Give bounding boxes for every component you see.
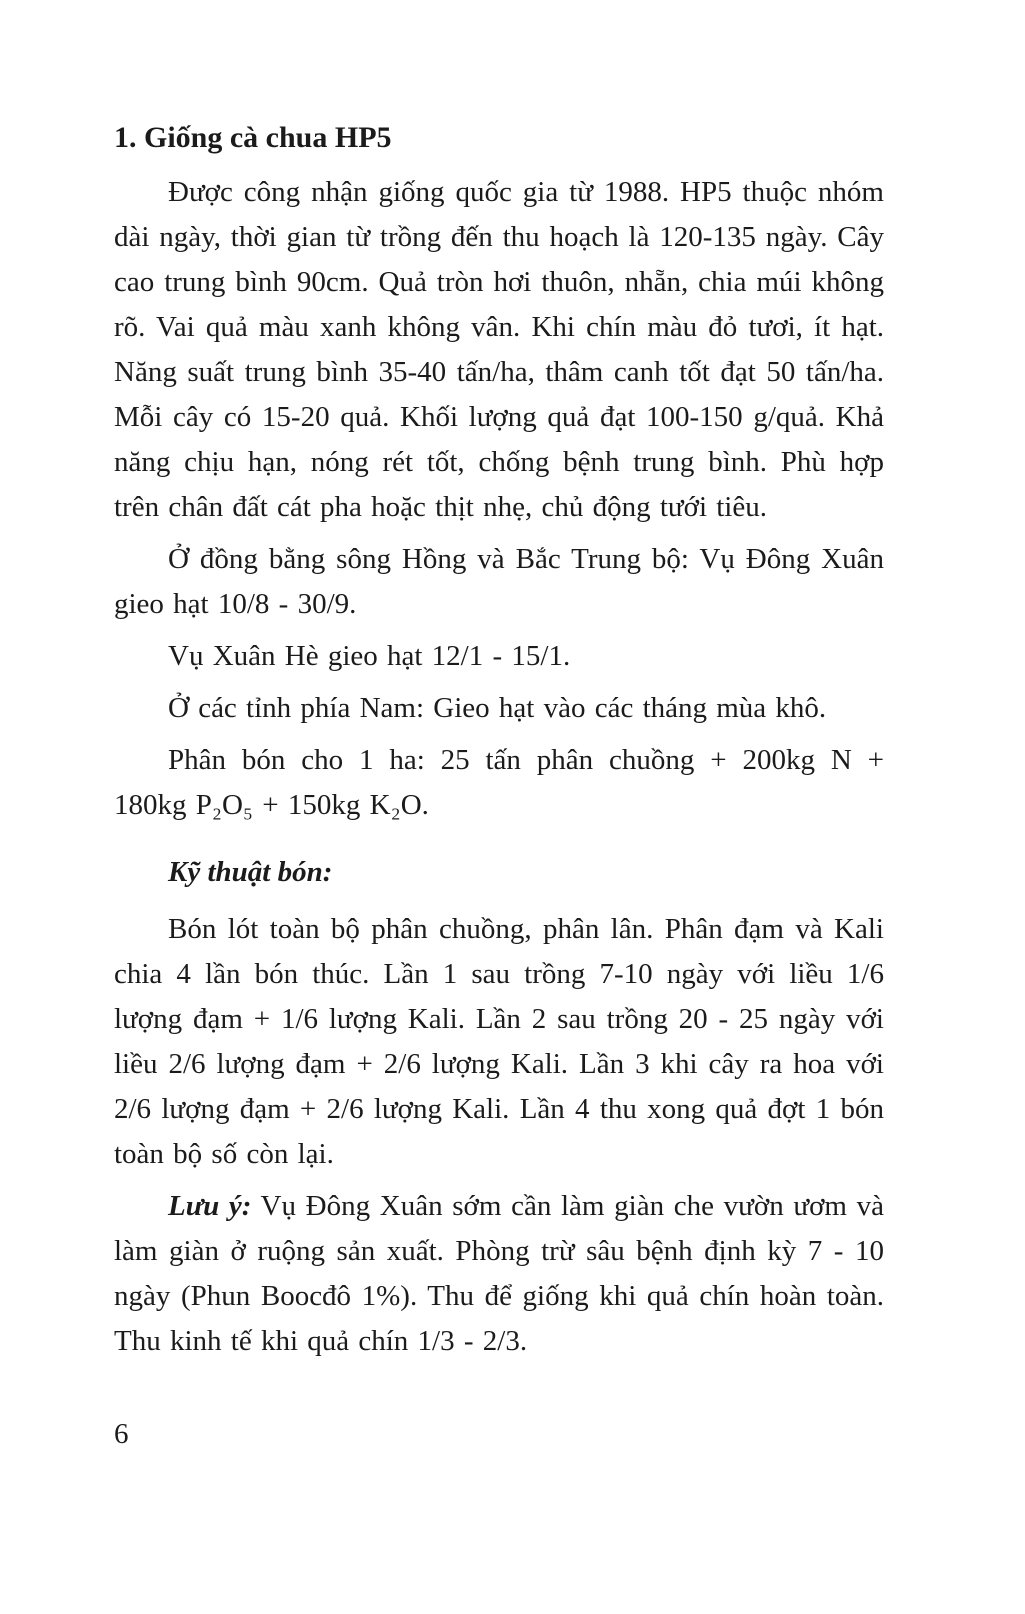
paragraph-note <box>114 1184 884 1364</box>
subheading-fertilizing-technique: Kỹ thuật bón: <box>168 856 333 888</box>
paragraph-fertilizing-technique: Bón lót toàn bộ phân chuồng, phân lân. Phân đạm và Kali chia 4 lần bón thúc. Lần 1 sau trồng 7-10 ngày với liều 1/6 lượng đạm + 1/6 lượng Kali. Lần 2 sau trồng 20 - 25 ngày với liều 2/6 lượng đạm + 2/6 lượng Kali. Lần 3 khi cây ra hoa với 2/6 lượng đạm + 2/6 lượng Kali. Lần 4 thu xong quả đợt 1 bón toàn bộ số còn lại. <box>114 913 884 1170</box>
paragraph-spring-summer-sowing: Vụ Xuân Hè gieo hạt 12/1 - 15/1. <box>168 640 571 672</box>
paragraph-sowing-north: Ở đồng bằng sông Hồng và Bắc Trung bộ: Vụ Đông Xuân gieo hạt 10/8 - 30/9. <box>114 543 884 620</box>
page-number: 6 <box>114 1418 129 1450</box>
paragraph-fertilizer-amounts: Phân bón cho 1 ha: 25 tấn phân chuồng + 200kg N + 180kg P₂O₅ + 150kg K₂O. <box>114 744 884 821</box>
note-text: Vụ Đông Xuân sớm cần làm giàn che vườn ươm và làm giàn ở ruộng sản xuất. Phòng trừ sâu bệnh định kỳ 7 - 10 ngày (Phun Boocđô 1%). Thu để giống khi quả chín hoàn toàn. Thu kinh tế khi quả chín 1/3 - 2/3. <box>114 1190 885 1357</box>
paragraph-variety-description: Được công nhận giống quốc gia từ 1988. HP5 thuộc nhóm dài ngày, thời gian từ trồng đến thu hoạch là 120-135 ngày. Cây cao trung bình 90cm. Quả tròn hơi thuôn, nhẵn, chia múi không rõ. Vai quả màu xanh không vân. Khi chín màu đỏ tươi, ít hạt. Năng suất trung bình 35-40 tấn/ha, thâm canh tốt đạt 50 tấn/ha. Mỗi cây có 15-20 quả. Khối lượng quả đạt 100-150 g/quả. Khả năng chịu hạn, nóng rét tốt, chống bệnh trung bình. Phù hợp trên chân đất cát pha hoặc thịt nhẹ, chủ động tưới tiêu. <box>114 176 884 523</box>
note-label: Lưu ý: <box>168 1190 252 1222</box>
paragraph-sowing-south: Ở các tỉnh phía Nam: Gieo hạt vào các tháng mùa khô. <box>168 692 827 724</box>
section-title: 1. Giống cà chua HP5 <box>114 121 392 154</box>
